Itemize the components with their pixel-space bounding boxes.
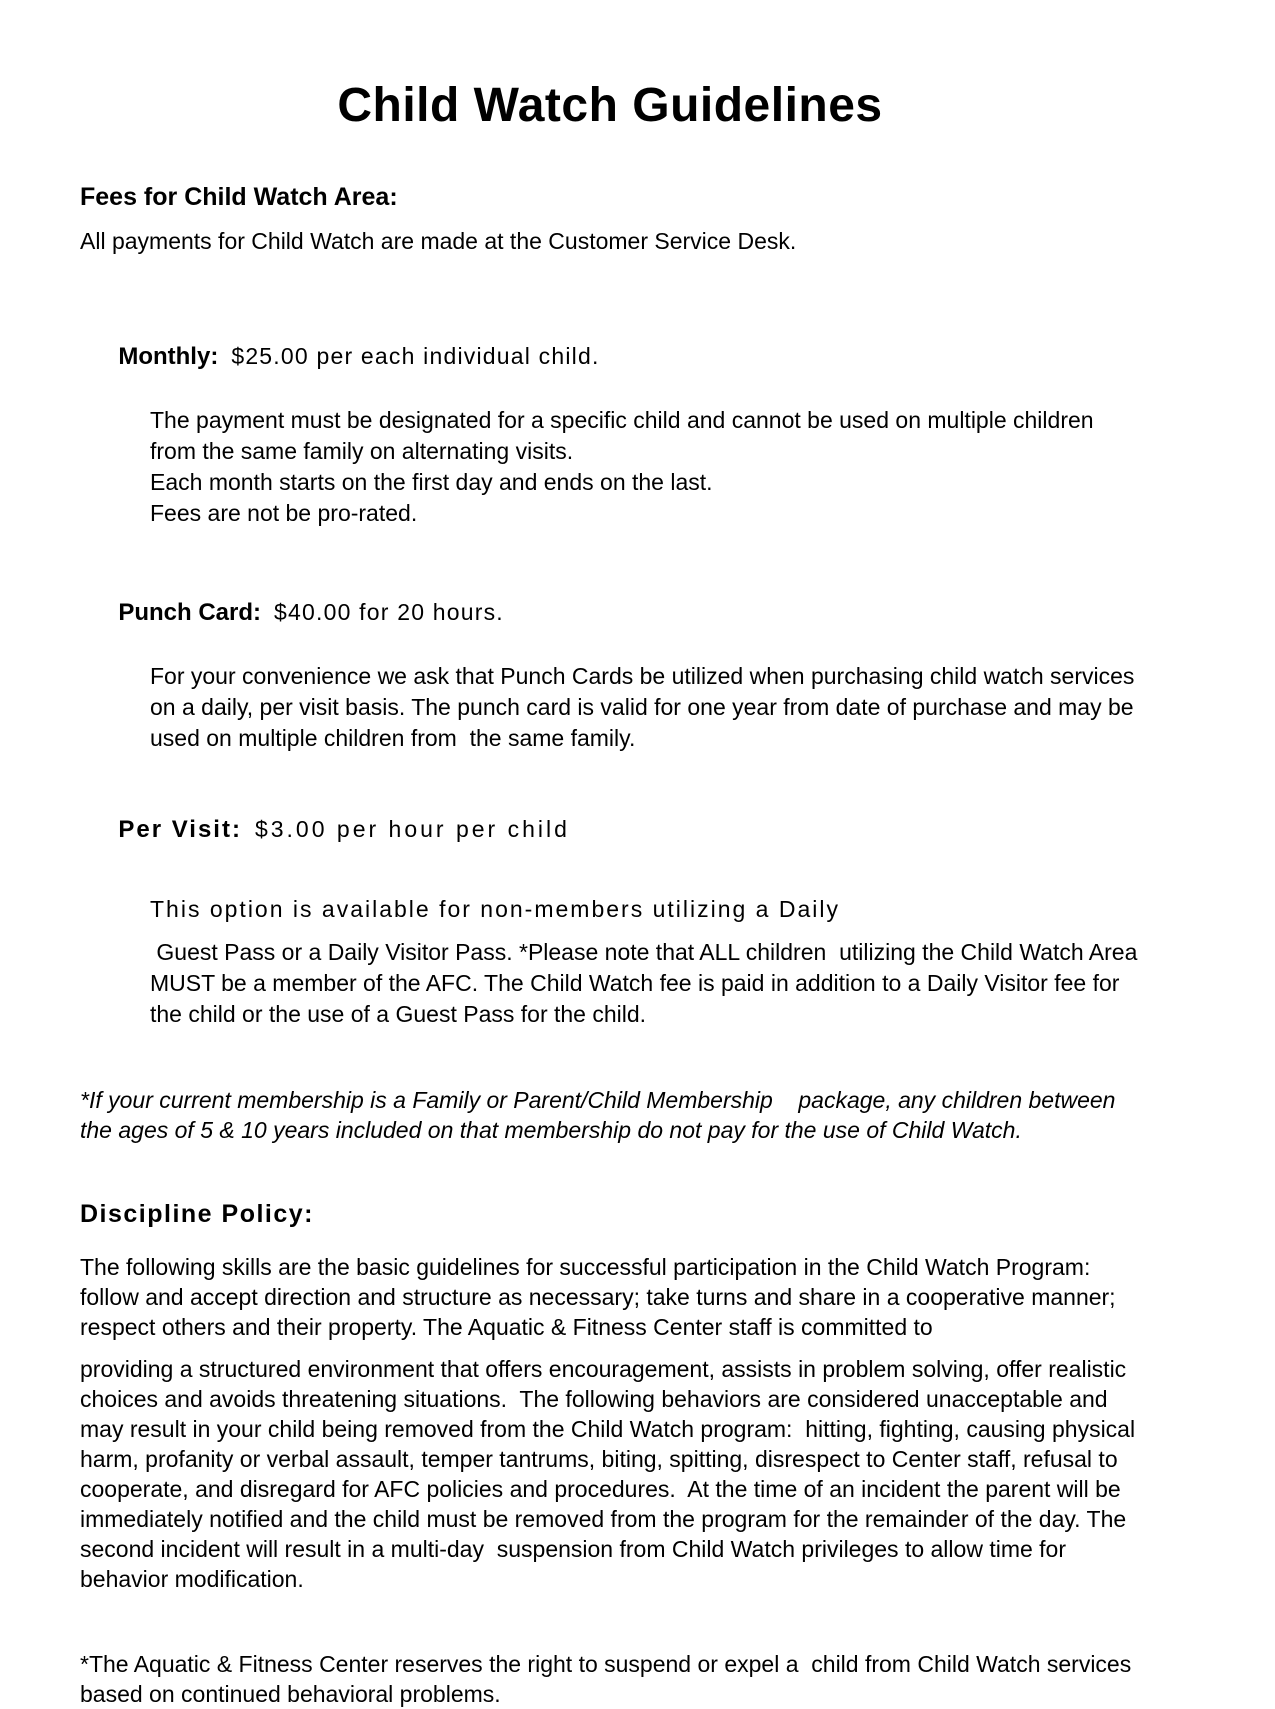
punch-card-fee-label: Punch Card: <box>118 599 262 626</box>
punch-card-fee-details <box>80 661 1140 754</box>
membership-note-text: *If your current membership is a Family or Parent/Child Membership package, any children between the ages of 5 & 10 years included on that membership do not pay for the use of Child Watch. <box>80 1087 1122 1143</box>
per-visit-fee-rate: $3.00 per hour per child <box>254 816 570 842</box>
monthly-detail-month: Each month starts on the first day and ends on the last. <box>150 469 713 495</box>
monthly-fee-line <box>80 311 1140 402</box>
monthly-fee-details <box>80 405 1140 529</box>
punch-card-fee-section <box>80 567 1140 754</box>
per-visit-detail-option: This option is available for non-members utilizing a Daily <box>150 896 840 922</box>
punch-card-detail-text: For your convenience we ask that Punch Cards be utilized when purchasing child watch services on a daily, per visit basis. The punch card is valid for one year from date of purchase and may be used on multiple children from the same family. <box>150 663 1141 751</box>
monthly-fee-label: Monthly: <box>118 343 219 370</box>
fees-intro-text: All payments for Child Watch are made at the Customer Service Desk. <box>80 228 797 254</box>
discipline-paragraph-2: providing a structured environment that offers encouragement, assists in problem solving, offer realistic choices and avoids threatening situations. The following behaviors are considered unacceptable and may result in your child being removed from the Child Watch program: hitting, fighting, causing physical harm, profanity or verbal assault, temper tantrums, biting, spitting, disrespect to Center staff, refusal to cooperate, and disregard for AFC policies and procedures. At the time of an incident the parent will be immediately notified and the child must be removed from the program for the remainder of the day. The second incident will result in a multi-day suspension from Child Watch privileges to allow time for behavior modification. <box>80 1356 1142 1592</box>
punch-card-fee-rate: $40.00 for 20 hours. <box>274 599 504 625</box>
discipline-section-heading: Discipline Policy: <box>80 1200 315 1228</box>
fees-section-heading: Fees for Child Watch Area: <box>80 183 398 211</box>
per-visit-fee-label: Per Visit: <box>118 816 242 843</box>
discipline-paragraph-1: The following skills are the basic guidelines for successful participation in the Child Watch Program: follow and accept direction and structure as necessary; take turns and share in a cooperative manner; respect others and their property. The Aquatic & Fitness Center staff is committed to <box>80 1254 1122 1340</box>
per-visit-fee-line <box>80 784 1140 875</box>
monthly-detail-payment: The payment must be designated for a specific child and cannot be used on multiple children from the same family on alternating visits. <box>150 407 1100 464</box>
per-visit-fee-section <box>80 784 1144 1030</box>
monthly-fee-rate: $25.00 per each individual child. <box>231 343 600 369</box>
punch-card-fee-line <box>80 567 1140 658</box>
per-visit-detail-guest-pass: Guest Pass or a Daily Visitor Pass. *Please note that ALL children utilizing the Child Watch Area MUST be a member of the AFC. The Child Watch fee is paid in addition to a Daily Visitor fee for the child or the use of a Guest Pass for the child. <box>150 939 1144 1027</box>
monthly-fee-section <box>80 311 1140 529</box>
page-title: Child Watch Guidelines <box>337 79 883 132</box>
closing-note-text: *The Aquatic & Fitness Center reserves the right to suspend or expel a child from Child Watch services based on continued behavioral problems. <box>80 1651 1138 1707</box>
per-visit-fee-details <box>80 894 1144 1030</box>
monthly-detail-prorate: Fees are not be pro-rated. <box>150 500 418 526</box>
